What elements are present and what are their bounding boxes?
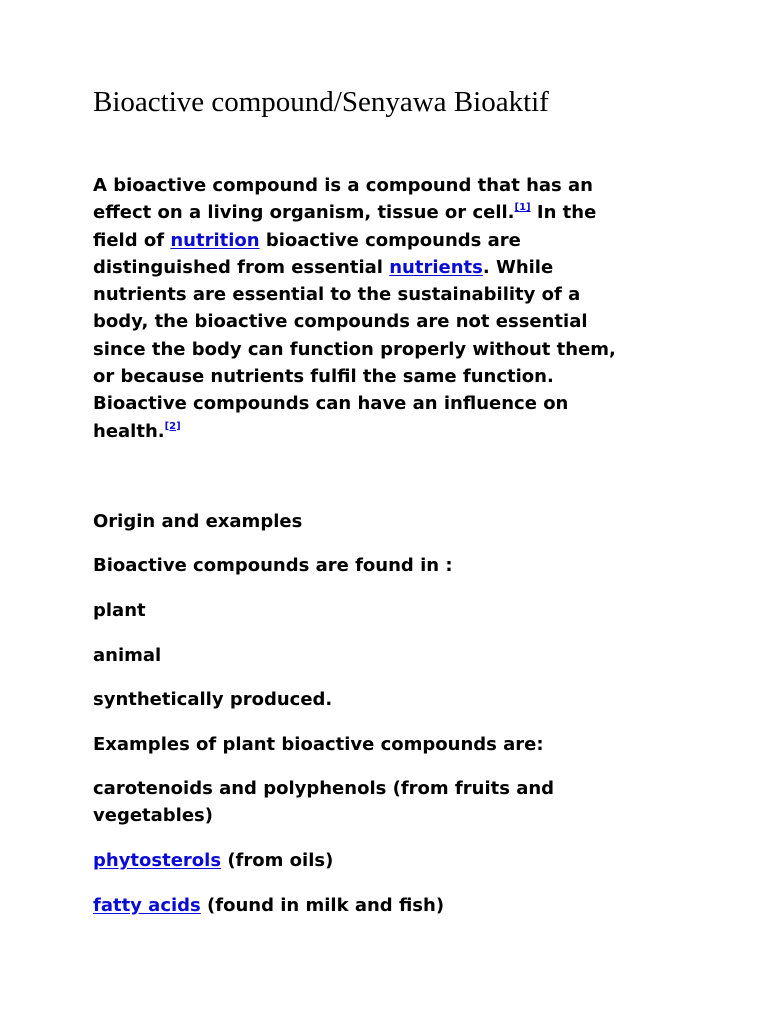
intro-line-7: since the body can function properly without them, xyxy=(93,338,616,360)
page-title: Bioactive compound/Senyawa Bioaktif xyxy=(93,86,549,118)
example-fatty-acids xyxy=(93,892,444,919)
examples-heading: Examples of plant bioactive compounds are: xyxy=(93,734,544,755)
example-text: (found in milk and fish) xyxy=(200,895,445,916)
intro-text: bioactive compounds are xyxy=(259,229,521,251)
nutrients-link[interactable]: nutrients xyxy=(389,256,483,278)
source-synthetic: synthetically produced. xyxy=(93,689,333,710)
intro-line-2 xyxy=(93,199,693,226)
example-carotenoids xyxy=(93,775,554,830)
example-line: carotenoids and polyphenols (from fruits and xyxy=(93,778,555,799)
intro-line-3 xyxy=(93,227,693,254)
citation-link-1[interactable]: [1] xyxy=(514,202,531,214)
example-line: vegetables) xyxy=(93,805,213,827)
intro-text: field of xyxy=(93,229,171,251)
intro-text: In the xyxy=(530,202,597,224)
intro-paragraph xyxy=(93,172,693,445)
origin-heading: Origin and examples xyxy=(93,511,303,532)
fatty-acids-link[interactable]: fatty acids xyxy=(93,895,201,916)
intro-text: effect on a living organism, tissue or cell. xyxy=(93,202,515,224)
intro-line-1: A bioactive compound is a compound that has an xyxy=(93,175,593,196)
phytosterols-link[interactable]: phytosterols xyxy=(93,850,222,871)
intro-line-10 xyxy=(93,418,693,445)
intro-line-8: or because nutrients fulfil the same function. xyxy=(93,366,554,388)
intro-line-4 xyxy=(93,254,693,281)
source-animal: animal xyxy=(93,645,162,666)
intro-line-9: Bioactive compounds can have an influence on xyxy=(93,393,569,415)
example-text: (from oils) xyxy=(221,850,334,871)
found-in-text: Bioactive compounds are found in : xyxy=(93,555,453,576)
nutrition-link[interactable]: nutrition xyxy=(170,229,260,251)
intro-text: distinguished from essential xyxy=(93,256,390,278)
citation-link-2[interactable]: [2] xyxy=(164,420,181,432)
intro-line-6: body, the bioactive compounds are not essential xyxy=(93,311,588,333)
example-phytosterols xyxy=(93,847,333,874)
intro-text: health. xyxy=(93,420,165,442)
intro-line-5: nutrients are essential to the sustainability of a xyxy=(93,284,581,306)
intro-text: . While xyxy=(482,256,554,278)
source-plant: plant xyxy=(93,600,146,621)
